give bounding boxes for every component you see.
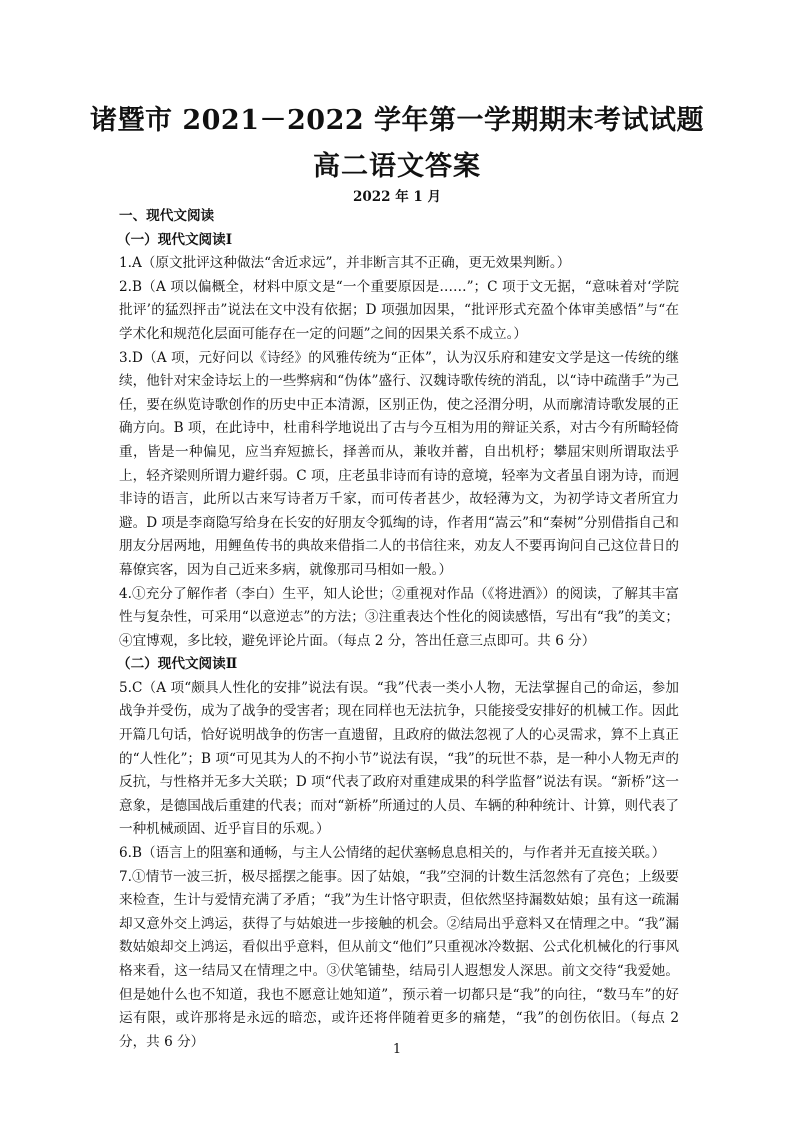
answer-q5: 5.C（A 项“颇具人性化的安排”说法有误。“我”代表一类小人物，无法掌握自己的命运，参加战争并受伤，成为了战争的受害者；现在同样也无法抗争，只能接受安排好的机械工作。因此开篇几句话，恰好说明战争的伤害一直遗留，且政府的做法忽视了人的心灵需求，算不上真正的“人性化”；B 项“可见其为人的不拘小节”说法有误，“我”的玩世不恭，是一种小人物无声的反抗，与性格并无多大关联；D 项“代表了政府对重建成果的科学监督”说法有误。“新桥”这一意象，是德国战后重建的代表；而对“新桥”所通过的人员、车辆的种种统计、计算，则代表了一种机械顽固、近乎盲目的乐观。） <box>119 679 679 838</box>
page-number: 1 <box>392 1042 402 1057</box>
answer-q6: 6.B（语言上的阻塞和通畅，与主人公情绪的起伏塞畅息息相关的，与作者并无直接关联。） <box>119 845 666 862</box>
exam-subtitle: 高二语文答案 <box>313 151 481 182</box>
answer-q7: 7.①情节一波三折，极尽摇摆之能事。因了姑娘，“我”空洞的计数生活忽然有了亮色；上级要来检查，生计与爱情充满了矛盾；“我”为生计恪守职责，但依然坚持漏数姑娘；虽有这一疏漏却又意外交上鸿运，获得了与姑娘进一步接触的机会。②结局出乎意料又在情理之中。“我”漏数姑娘却交上鸿运，看似出乎意料，但从前文“他们”只重视冰冷数据、公式化机械化的行事风格来看，这一结局又在情理之中。③伏笔铺垫，结局引人遐想发人深思。前文交待“我爱她。但是她什么也不知道，我也不愿意让她知道”，预示着一切都只是“我”的向往，“数马车”的好运有限，或许那将是永远的暗恋，或许还将伴随着更多的痛楚，“我”的创伤依旧。（每点 2 分，共 6 分） <box>119 868 679 1050</box>
subsection-heading-reading-1: （一）现代文阅读Ⅰ <box>117 231 233 248</box>
answer-q2: 2.B（A 项以偏概全，材料中原文是“一个重要原因是……”；C 项于文无据，“意味着对‘学院批评’的猛烈抨击”说法在文中没有依据；D 项强加因果，“批评形式充盈个体审美感悟”与“在学术化和规范化层面可能存在一定的问题”之间的因果关系不成立。） <box>119 278 679 342</box>
answer-q3: 3.D（A 项，元好问以《诗经》的风雅传统为“正体”，认为汉乐府和建安文学是这一传统的继续，他针对宋金诗坛上的一些弊病和“伪体”盛行、汉魏诗歌传统的消乱，以“诗中疏凿手”为己任，要在纵览诗歌创作的历史中正本清源，区别正伪，使之泾渭分明，从而廓清诗歌发展的正确方向。B 项，在此诗中，杜甫科学地说出了古与今互相为用的辩证关系，对古今有所畸轻倚重，皆是一种偏见，应当弃短摭长，择善而从，兼收并蓄，自出机杼；攀屈宋则所谓取法乎上，轻齐梁则所谓力避纤弱。C 项，庄老虽非诗而有诗的意境，轻率为文者虽自诩为诗，而迥非诗的语言，此所以古来写诗者万千家，而可传者甚少，故轻薄为文，为初学诗文者所宜力避。D 项是李商隐写给身在长安的好朋友令狐绹的诗，作者用“嵩云”和“秦树”分别借指自己和朋友分居两地，用鲤鱼传书的典故来借指二人的书信往来，劝友人不要再询问自己这位昔日的幕僚宾客，因为自己近来多病，就像那司马相如一般。） <box>119 349 679 578</box>
answer-q1: 1.A（原文批评这种做法“舍近求远”，并非断言其不正确，更无效果判断。） <box>119 255 571 272</box>
subsection-heading-reading-2: （二）现代文阅读Ⅱ <box>117 656 238 673</box>
part-heading-modern-reading: 一、现代文阅读 <box>119 208 215 224</box>
answer-body <box>119 205 679 1054</box>
answer-q4: 4.①充分了解作者（李白）生平，知人论世；②重视对作品（《将进酒》）的阅读，了解其丰富性与复杂性，可采用“以意逆志”的方法；③注重表达个性化的阅读感悟，写出有“我”的美文；④宜博观，多比较，避免评论片面。（每点 2 分，答出任意三点即可。共 6 分） <box>119 585 679 649</box>
exam-date: 2022 年 1 月 <box>352 189 442 205</box>
exam-title: 诸暨市 2021－2022 学年第一学期期末考试试题 <box>89 105 705 136</box>
